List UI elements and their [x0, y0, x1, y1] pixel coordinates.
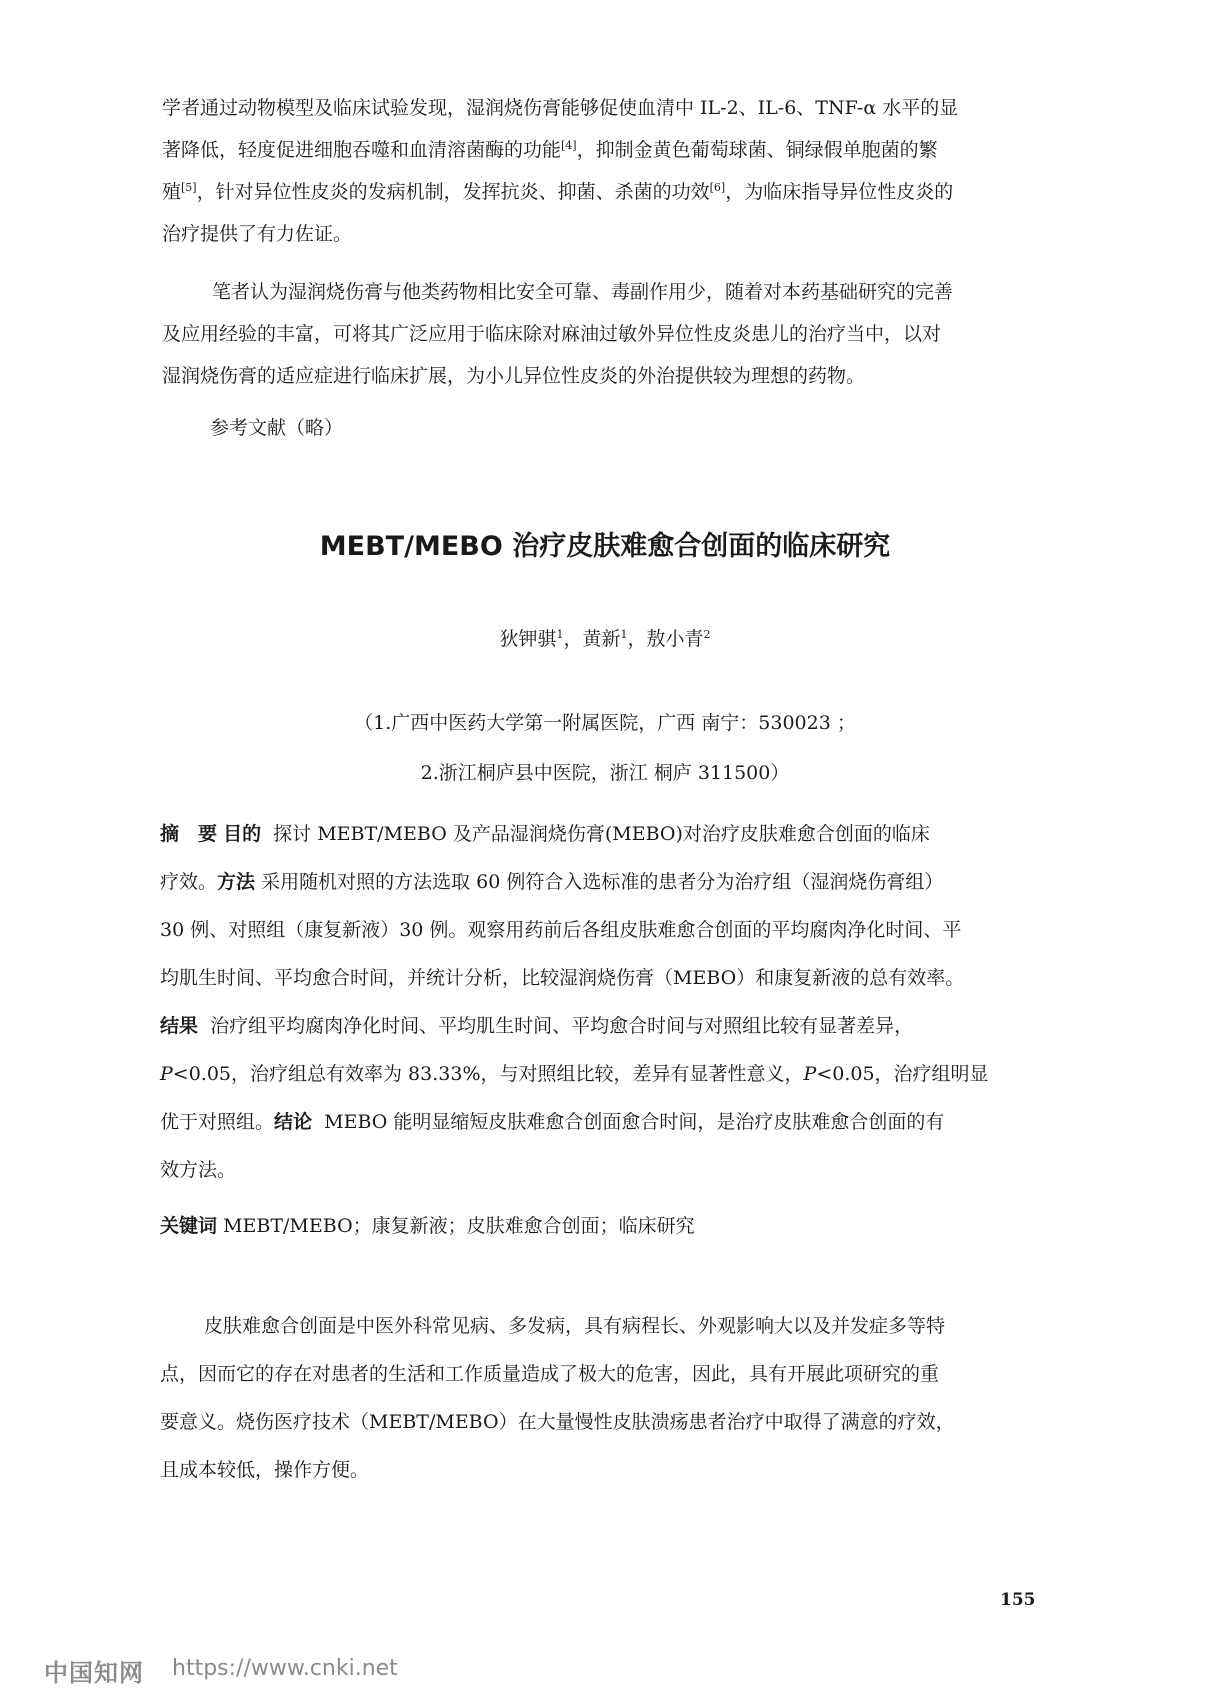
text-span: 著降低，轻度促进细胞吞噬和血清溶菌酶的功能 [162, 139, 562, 161]
cnki-url[interactable]: https://www.cnki.net [172, 1656, 398, 1681]
prev-paragraph-1-line-4: 治疗提供了有力佐证。 [162, 223, 353, 245]
abstract-line-4: 均肌生时间、平均愈合时间，并统计分析，比较湿润烧伤膏（MEBO）和康复新液的总有效率。 [160, 967, 965, 989]
separator: ， [627, 628, 647, 650]
intro-line-4: 且成本较低，操作方便。 [160, 1459, 370, 1481]
p-symbol: P [803, 1063, 817, 1085]
abstract-line-1 [160, 822, 930, 846]
abstract-line-8: 效方法。 [160, 1159, 237, 1181]
article-title: MEBT/MEBO 治疗皮肤难愈合创面的临床研究 [319, 531, 891, 562]
citation: [6] [709, 181, 726, 194]
affiliation-2: 2.浙江桐庐县中医院，浙江 桐庐 311500） [420, 762, 790, 784]
citation: [4] [561, 139, 577, 152]
citation: [5] [181, 181, 197, 194]
conclusion-text: MEBO 能明显缩短皮肤难愈合创面愈合时间，是治疗皮肤难愈合创面的有 [324, 1111, 945, 1133]
objective-text: 疗效。 [160, 871, 218, 893]
affiliation-marker: 1 [556, 628, 564, 641]
text-span: 殖 [162, 181, 182, 203]
abstract-line-6 [160, 1062, 989, 1086]
keywords-text: MEBT/MEBO；康复新液；皮肤难愈合创面；临床研究 [223, 1215, 695, 1237]
abstract-line-5 [160, 1014, 913, 1038]
author-line [0, 627, 1210, 651]
affiliation-marker: 1 [620, 628, 628, 641]
page-number: 155 [1000, 1590, 1036, 1610]
text-span: ，为临床指导异位性皮炎的 [725, 181, 954, 203]
author-2: 黄新 [582, 628, 621, 650]
author-3: 敖小青 [646, 628, 704, 650]
prev-paragraph-2-line-1: 笔者认为湿润烧伤膏与他类药物相比安全可靠、毒副作用少，随着对本药基础研究的完善 [212, 281, 954, 303]
objective-label: 目的 [223, 823, 262, 845]
affiliation-marker: 2 [703, 628, 711, 641]
result-label: 结果 [160, 1015, 199, 1037]
abstract-line-7 [160, 1110, 944, 1134]
intro-line-1: 皮肤难愈合创面是中医外科常见病、多发病，具有病程长、外观影响大以及并发症多等特 [204, 1315, 946, 1337]
method-text: 采用随机对照的方法选取 60 例符合入选标准的患者分为治疗组（湿润烧伤膏组） [261, 871, 944, 893]
result-text: <0.05，治疗组总有效率为 83.33%，与对照组比较，差异有显著性意义， [172, 1063, 804, 1085]
references-note: 参考文献（略） [210, 417, 344, 439]
author-1: 狄钾骐 [499, 628, 557, 650]
abstract-line-3: 30 例、对照组（康复新液）30 例。观察用药前后各组皮肤难愈合创面的平均腐肉净化时间、平 [160, 919, 962, 941]
objective-text: 探讨 MEBT/MEBO 及产品湿润烧伤膏(MEBO)对治疗皮肤难愈合创面的临床 [273, 823, 930, 845]
keywords-line [160, 1214, 695, 1238]
result-text: <0.05，治疗组明显 [816, 1063, 989, 1085]
prev-paragraph-2-line-2: 及应用经验的丰富，可将其广泛应用于临床除对麻油过敏外异位性皮炎患儿的治疗当中，以对 [162, 323, 942, 345]
text-span: ，针对异位性皮炎的发病机制，发挥抗炎、抑菌、杀菌的功效 [196, 181, 710, 203]
prev-paragraph-1-line-2 [162, 138, 938, 162]
cnki-logo: 中国知网 [44, 1659, 144, 1687]
separator: ， [563, 628, 583, 650]
result-text: 优于对照组。 [160, 1111, 275, 1133]
method-label: 方法 [217, 871, 256, 893]
abstract-label: 摘 要 [160, 823, 218, 845]
abstract-line-2 [160, 870, 943, 894]
text-span: ，抑制金黄色葡萄球菌、铜绿假单胞菌的繁 [576, 139, 938, 161]
intro-line-2: 点，因而它的存在对患者的生活和工作质量造成了极大的危害，因此，具有开展此项研究的重 [160, 1363, 940, 1385]
prev-paragraph-2-line-3: 湿润烧伤膏的适应症进行临床扩展，为小儿异位性皮炎的外治提供较为理想的药物。 [162, 365, 866, 387]
intro-line-3: 要意义。烧伤医疗技术（MEBT/MEBO）在大量慢性皮肤溃疡患者治疗中取得了满意的疗效， [160, 1411, 955, 1433]
prev-paragraph-1-line-1: 学者通过动物模型及临床试验发现，湿润烧伤膏能够促使血清中 IL-2、IL-6、TNF-α 水平的显 [162, 97, 959, 119]
result-text: 治疗组平均腐肉净化时间、平均肌生时间、平均愈合时间与对照组比较有显著差异， [210, 1015, 914, 1037]
keywords-label: 关键词 [160, 1215, 218, 1237]
conclusion-label: 结论 [274, 1111, 313, 1133]
p-symbol: P [160, 1063, 173, 1085]
affiliation-1: （1.广西中医药大学第一附属医院，广西 南宁：530023 ； [354, 712, 856, 734]
prev-paragraph-1-line-3 [162, 180, 953, 204]
